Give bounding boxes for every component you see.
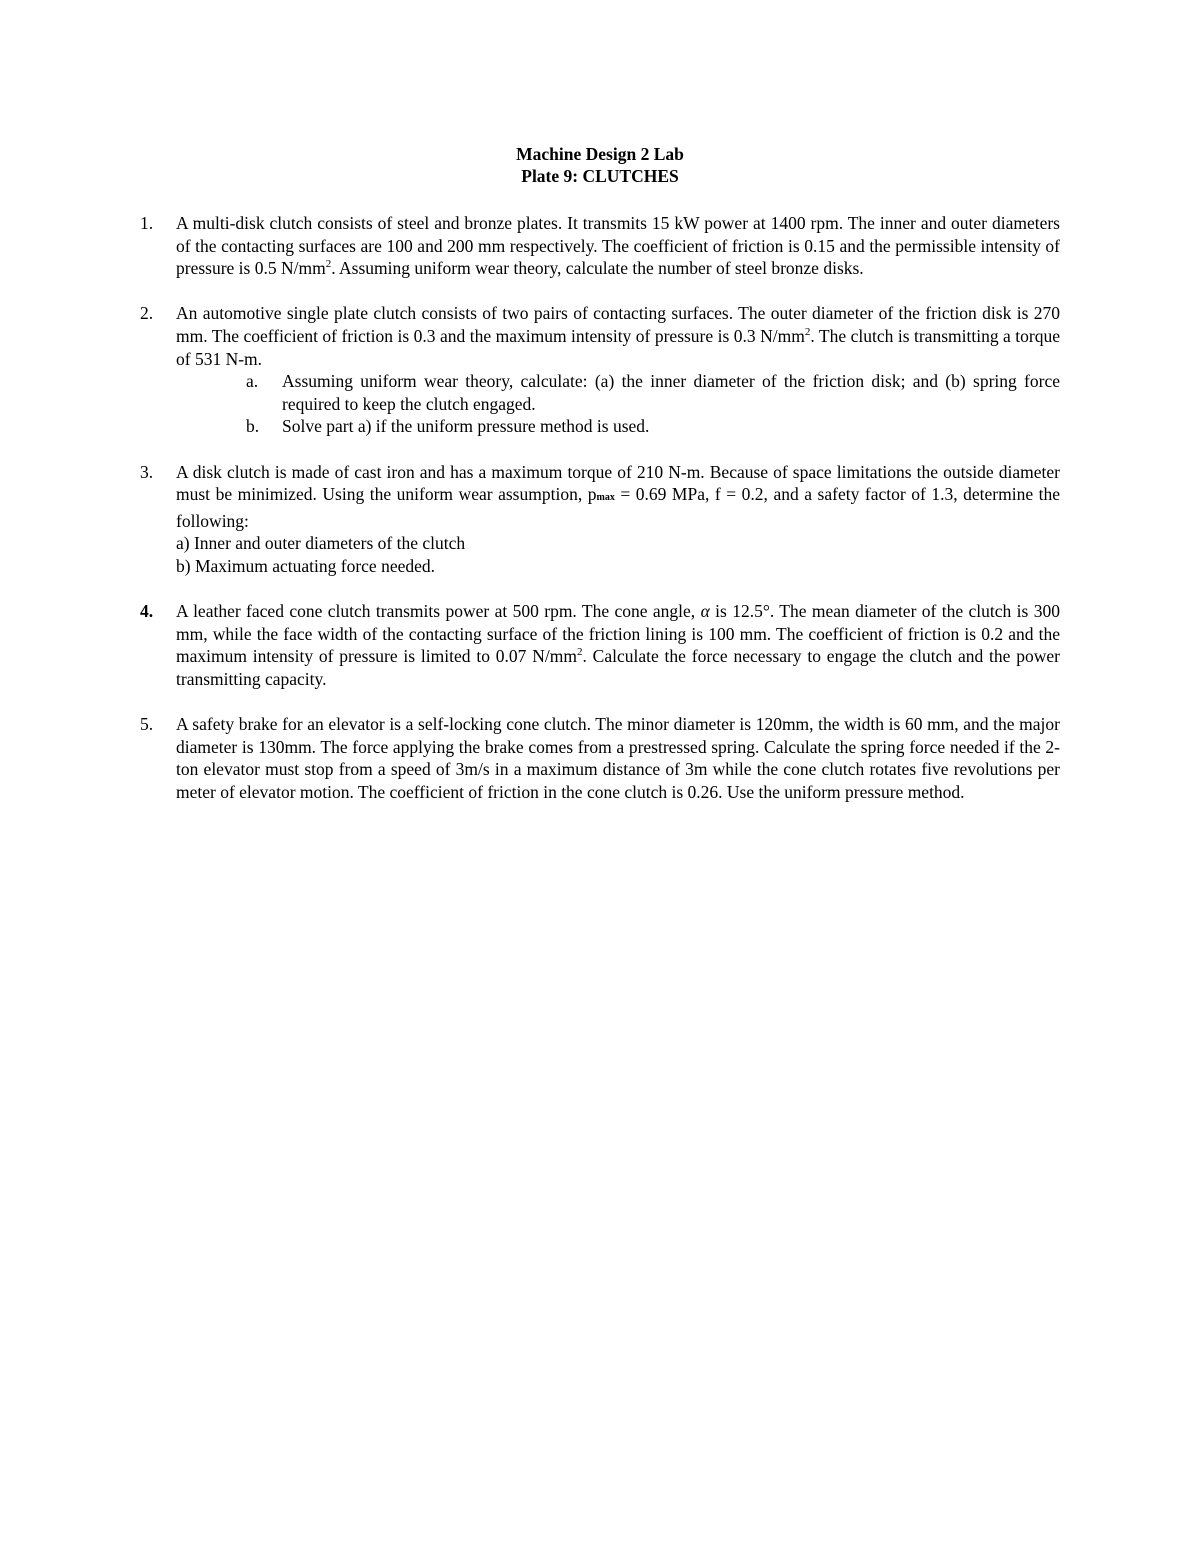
sub-item-text: Assuming uniform wear theory, calculate: (a) the inner diameter of the friction disk; and (b) spring force required to keep the clutch engaged. [282,371,1060,414]
problem-2 [140,302,1060,438]
problem-text-part: . The clutch is transmitting a torque of 531 N-m. [176,325,1061,369]
problem-number: 4. [140,601,154,622]
sub-item-label: b. [246,416,260,437]
sub-item-label: a. [246,371,259,392]
problem-text-part: . Calculate the force necessary to engage the clutch and the power transmitting capacity. [176,646,1060,689]
problem-5 [140,713,1060,803]
problem-1 [140,212,1060,280]
superscript: 2 [576,646,583,659]
problem-text [176,212,1060,280]
problem-text-part: A disk clutch is made of cast iron and has a maximum torque of 210 N-m. Because of space limitations the outside diameter must be minimized. Using the uniform wear assumption, p [176,461,1060,505]
plate-title: Plate 9: CLUTCHES [521,166,679,186]
answer-line-a: a) Inner and outer diameters of the clutch [176,533,466,554]
superscript: 2 [804,326,811,339]
problem-3 [140,461,1060,578]
problem-text-part: A multi-disk clutch consists of steel and bronze plates. It transmits 15 kW power at 1400 rpm. The inner and outer diameters of the contacting surfaces are 100 and 200 mm respectively. The coefficient of friction is 0.15 and the permissible intensity of pressure is 0.5 N/mm [176,213,1060,279]
pmax-subscript: max [596,492,615,504]
problem-text [176,302,1060,438]
answer-line-b: b) Maximum actuating force needed. [176,555,435,576]
problem-text-part: = 0.69 MPa, f = 0.2, and a safety factor of 1.3, determine the following: [176,484,1060,531]
sub-item-a [246,370,1060,415]
alpha-symbol: α [700,601,710,622]
problem-text [176,600,1060,690]
problem-number: 1. [140,213,154,233]
problem-number: 3. [140,461,154,482]
course-title: Machine Design 2 Lab [516,144,684,164]
sub-item-text: Solve part a) if the uniform pressure method is used. [282,416,650,437]
problem-number: 5. [140,714,154,735]
problem-text-part: A leather faced cone clutch transmits power at 500 rpm. The cone angle, [176,601,701,622]
problem-4 [140,600,1060,690]
problem-text-part: is 12.5°. The mean diameter of the clutch is 300 mm, while the face width of the contacting surface of the friction lining is 100 mm. The coefficient of friction is 0.2 and the maximum intensity of pressure is limited to 0.07 N/mm [176,601,1060,667]
problem-text: A safety brake for an elevator is a self-locking cone clutch. The minor diameter is 120mm, the width is 60 mm, and the major diameter is 130mm. The force applying the brake comes from a prestressed spring. Calculate the spring force needed if the 2-ton elevator must stop from a speed of 3m/s in a maximum distance of 3m while the cone clutch rotates five revolutions per meter of elevator motion. The coefficient of friction in the cone clutch is 0.26. Use the uniform pressure method. [176,714,1060,802]
problem-paragraph [176,461,1060,533]
sub-item-b [246,415,1060,438]
problem-number: 2. [140,303,154,324]
problem-text-part: . Assuming uniform wear theory, calculate the number of steel bronze disks. [331,258,864,279]
problem-paragraph [176,302,1060,370]
superscript: 2 [325,258,332,271]
problem-list [140,212,1060,826]
problem-text-part: An automotive single plate clutch consists of two pairs of contacting surfaces. The outer diameter of the friction disk is 270 mm. The coefficient of friction is 0.3 and the maximum intensity of pressure is 0.3 N/mm [176,303,1060,346]
title-block [0,143,1200,187]
problem-text [176,461,1060,578]
